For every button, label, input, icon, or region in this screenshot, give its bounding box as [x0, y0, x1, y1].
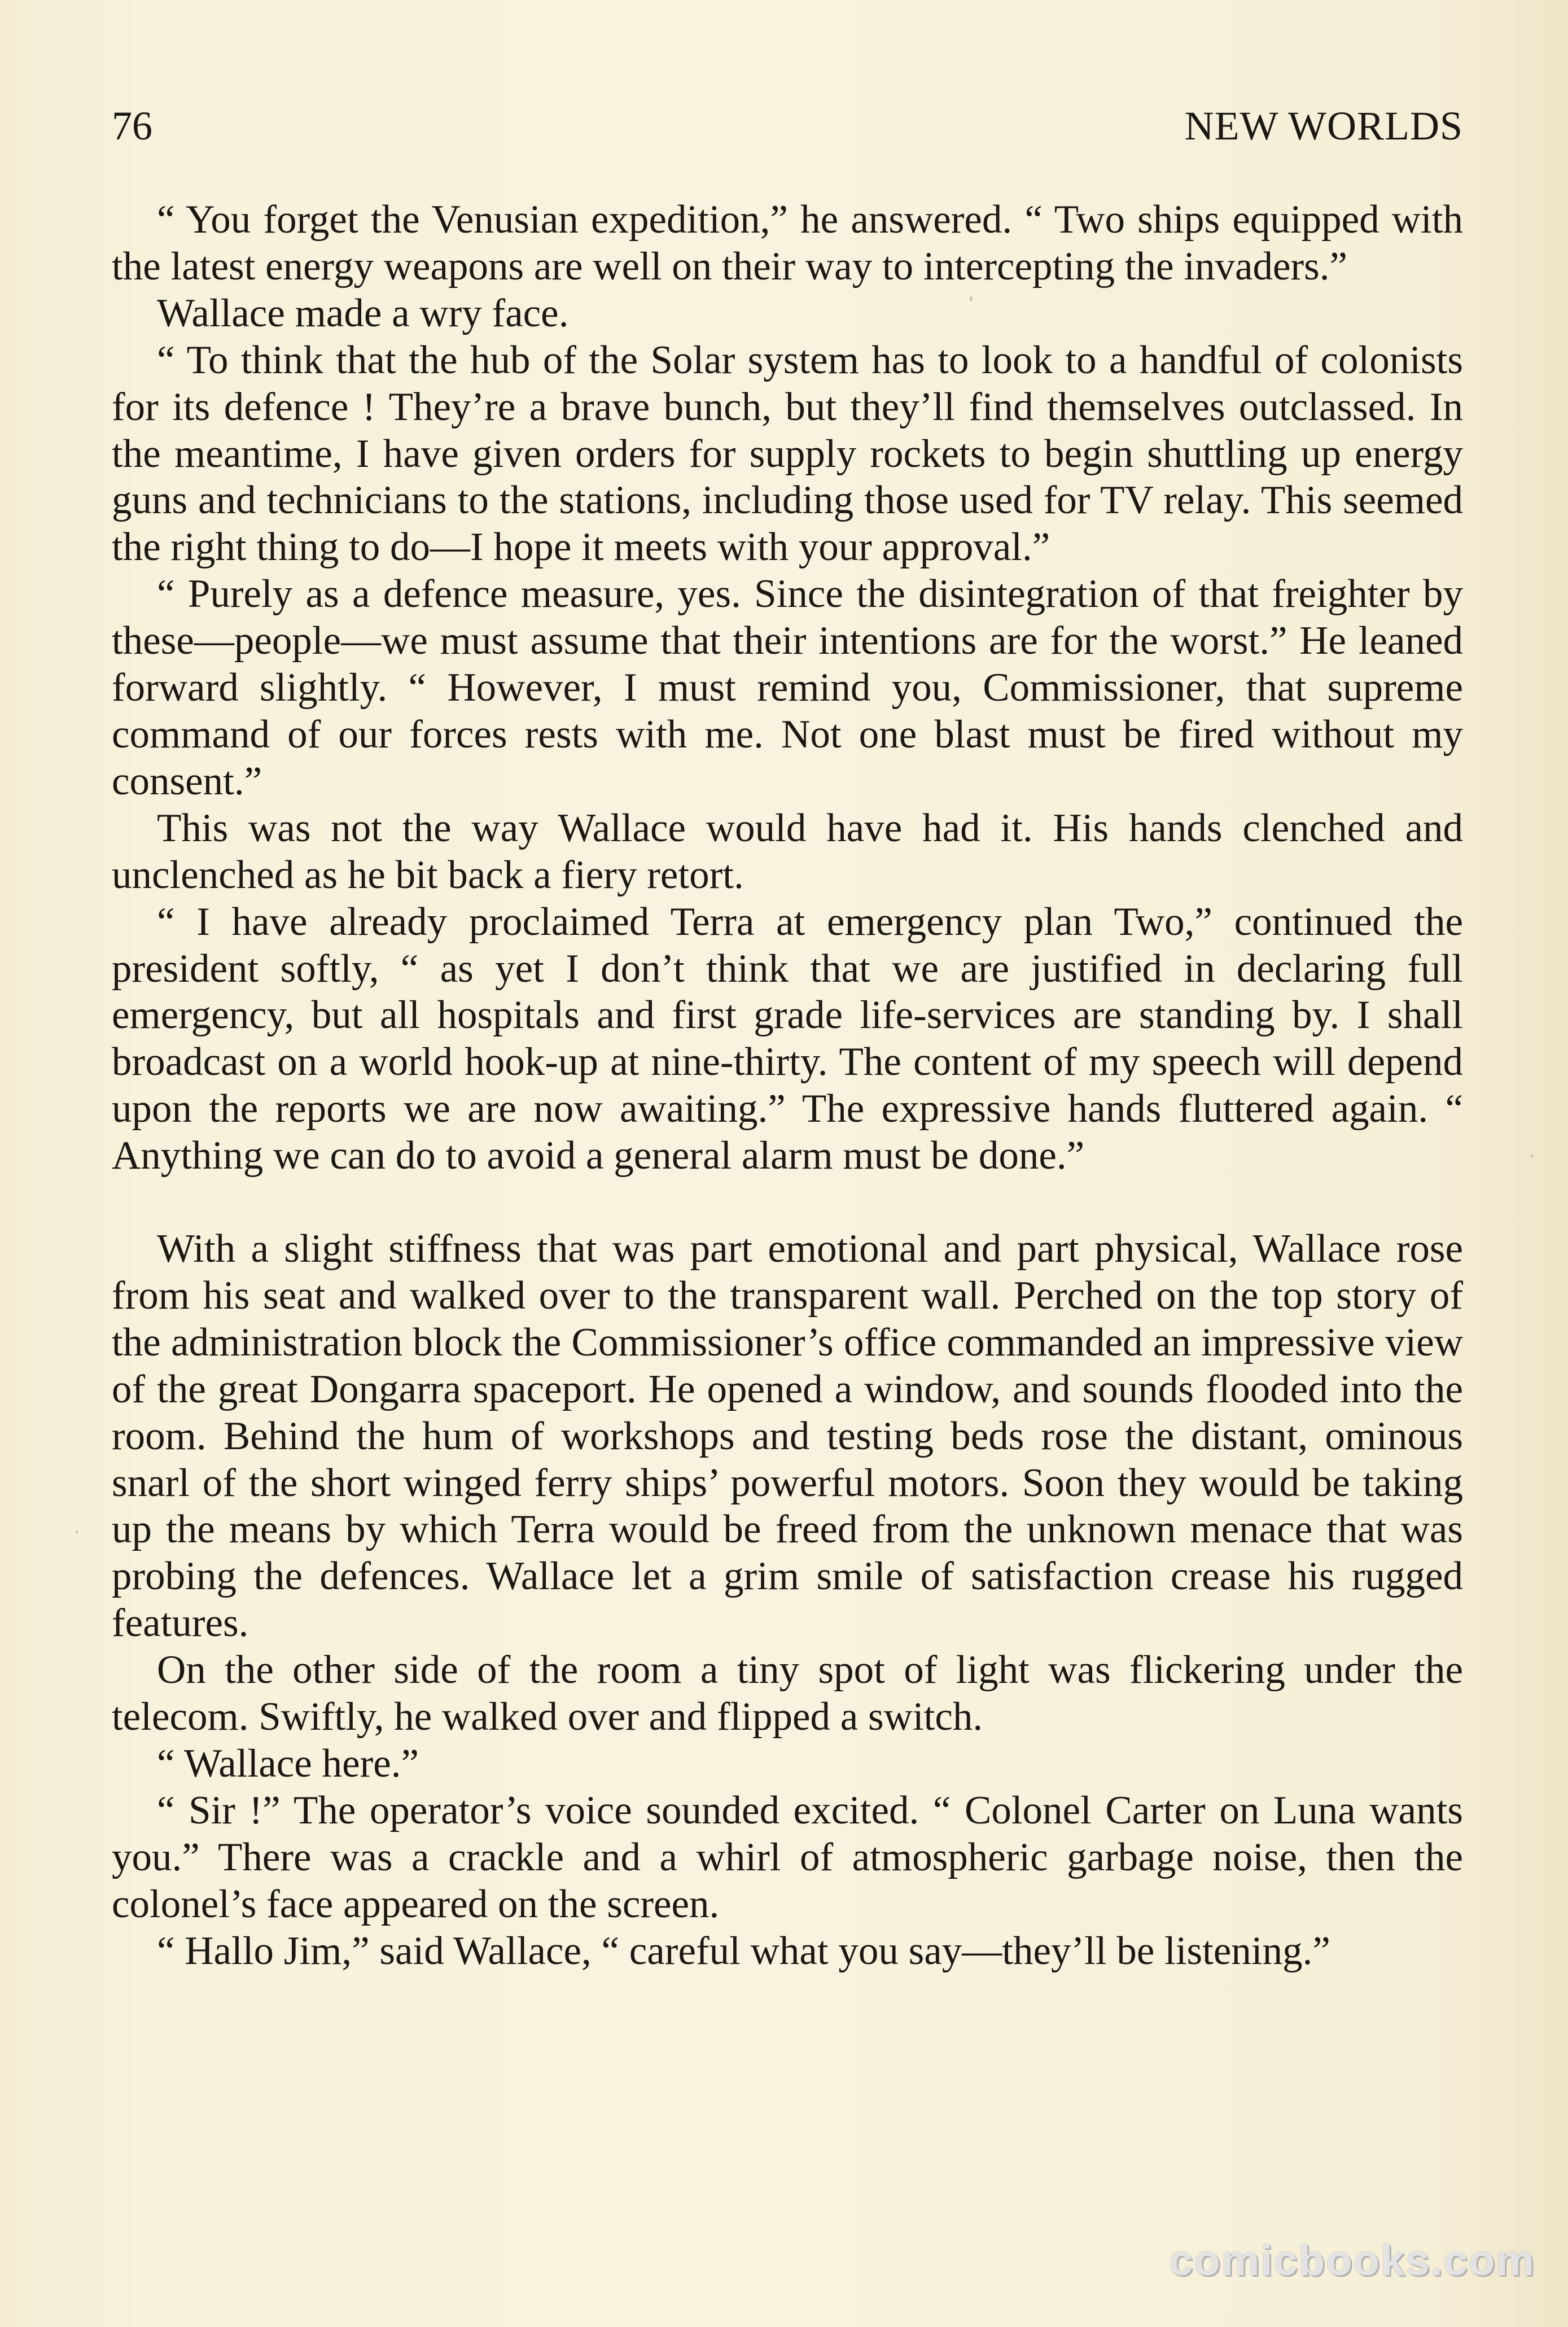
site-watermark: comicbooks.com	[1169, 2237, 1535, 2285]
paragraph-9: “ Wallace here.”	[157, 1742, 419, 1786]
paragraph-11: “ Hallo Jim,” said Wallace, “ careful what you say—they’ll be listening.”	[157, 1928, 1330, 1973]
paragraph-1: “ You forget the Venusian expedition,” he answered. “ Two ships equipped with the latest energy weapons are well on their way to intercepting the invaders.”	[112, 198, 1463, 288]
paragraph-7: With a slight stiffness that was part emotional and part physical, Wallace rose from his seat and walked over to the transparent wall. Perched on the top story of the administration block the Commissioner’s office commanded an impressive view of the great Dongarra spaceport. He opened a window, and sounds flooded into the room. Behind the hum of workshops and testing beds rose the distant, ominous snarl of the short winged ferry ships’ powerful motors. Soon they would be taking up the means by which Terra would be freed from the unknown menace that was probing the defences. Wallace let a grim smile of satisfaction crease his rugged features.	[112, 1227, 1463, 1646]
paragraph-8: On the other side of the room a tiny spot of light was flickering under the telecom. Swiftly, he walked over and flipped a switch.	[112, 1648, 1463, 1739]
paper-speck	[1531, 1154, 1534, 1157]
paragraph-10: “ Sir !” The operator’s voice sounded excited. “ Colonel Carter on Luna wants you.” There was a crackle and a whirl of atmospheric garbage noise, then the colonel’s face appeared on the screen.	[112, 1788, 1463, 1926]
paragraph-5: This was not the way Wallace would have had it. His hands clenched and unclenched as he bit back a fiery retort.	[112, 806, 1463, 897]
story-text	[112, 196, 1463, 1975]
paragraph-4: “ Purely as a defence measure, yes. Since the disintegration of that freighter by these—people—we must assume that their intentions are for the worst.” He leaned forward slightly. “ However, I must remind you, Commissioner, that supreme command of our forces rests with me. Not one blast must be fired without my consent.”	[112, 572, 1463, 803]
paragraph-3: “ To think that the hub of the Solar system has to look to a handful of colonists for its defence ! They’re a brave bunch, but they’ll find themselves outclassed. In the meantime, I have given orders for supply rockets to begin shuttling up energy guns and technicians to the stations, including those used for TV relay. This seemed the right thing to do—I hope it meets with your approval.”	[112, 338, 1463, 570]
paper-speck	[970, 296, 973, 301]
paper-speck	[76, 1530, 78, 1533]
page-header	[112, 100, 1463, 151]
paragraph-6: “ I have already proclaimed Terra at emergency plan Two,” continued the president softly, “ as yet I don’t think that we are justified in declaring full emergency, but all hospitals and first grade life-services are standing by. I shall broadcast on a world hook-up at nine-thirty. The content of my speech will depend upon the reports we are now awaiting.” The expressive hands fluttered again. “ Anything we can do to avoid a general alarm must be done.”	[112, 899, 1463, 1178]
running-head: NEW WORLDS	[1184, 103, 1463, 148]
paper-speck	[985, 963, 989, 967]
paragraph-2: Wallace made a wry face.	[157, 291, 569, 335]
page-number: 76	[112, 103, 152, 148]
